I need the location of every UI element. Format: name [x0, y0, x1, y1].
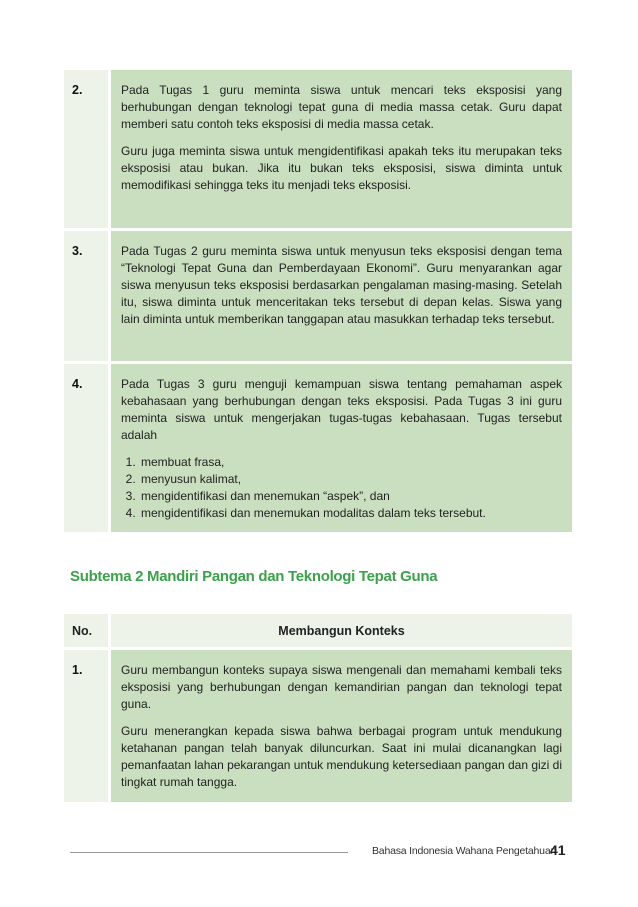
list-item: 4. mengidentifikasi dan menemukan modalitas dalam teks tersebut.: [139, 505, 562, 522]
table-row: [64, 228, 572, 361]
row-number: 3.: [64, 231, 108, 361]
list-item: 1. membuat frasa,: [139, 454, 562, 471]
table-row: [64, 70, 572, 228]
paragraph: Guru juga meminta siswa untuk mengidentifikasi apakah teks itu merupakan teks eksposisi atau bukan. Jika itu bukan teks eksposisi, siswa diminta untuk memodifikasi sehingga teks itu menjadi teks eksposisi.: [121, 144, 562, 192]
table-header: [64, 614, 572, 647]
task-table: [64, 70, 572, 532]
row-content: [111, 650, 572, 802]
list-item: 2. menyusun kalimat,: [139, 471, 562, 488]
row-number: 1.: [64, 650, 108, 802]
subtheme-title: Subtema 2 Mandiri Pangan dan Teknologi Tepat Guna: [70, 568, 438, 585]
footer-book-title: Bahasa Indonesia Wahana Pengetahuan: [372, 845, 557, 857]
paragraph: Pada Tugas 1 guru meminta siswa untuk mencari teks eksposisi yang berhubungan dengan teknologi tepat guna di media massa cetak. Guru dapat memberi satu contoh teks eksposisi di media massa cetak.: [121, 83, 562, 131]
header-number: No.: [64, 614, 108, 647]
paragraph: Pada Tugas 3 guru menguji kemampuan siswa tentang pemahaman aspek kebahasaan yang berhubungan dengan teks eksposisi. Pada Tugas 3 ini guru meminta siswa untuk mengerjakan tugas-tugas kebahasaan. Tugas tersebut adalah: [121, 377, 562, 442]
context-table: [64, 614, 572, 802]
header-title: Membangun Konteks: [111, 614, 572, 647]
paragraph: Pada Tugas 2 guru meminta siswa untuk menyusun teks eksposisi dengan tema “Teknologi Tepat Guna dan Pemberdayaan Ekonomi”. Guru menyarankan agar siswa menyusun teks eksposisi berdasarkan pengalaman masing-masing. Setelah itu, siswa diminta untuk menceritakan teks tersebut di depan kelas. Siswa yang lain diminta untuk memberikan tanggapan atau masukkan terhadap teks tersebut.: [121, 244, 562, 326]
page-number: 41: [550, 842, 566, 858]
table-row: [64, 647, 572, 802]
table-row: [64, 361, 572, 532]
paragraph: Guru membangun konteks supaya siswa mengenali dan memahami kembali teks eksposisi yang berhubungan dengan kemandirian pangan dan teknologi tepat guna.: [121, 663, 562, 711]
row-content: [111, 231, 572, 361]
row-number: 4.: [64, 364, 108, 532]
list-item: 3. mengidentifikasi dan menemukan “aspek”, dan: [139, 488, 562, 505]
row-content: [111, 70, 572, 228]
row-number: 2.: [64, 70, 108, 228]
row-content: [111, 364, 572, 532]
paragraph: Guru menerangkan kepada siswa bahwa berbagai program untuk mendukung ketahanan pangan telah banyak diluncurkan. Saat ini mulai dicanangkan lagi pemanfaatan lahan pekarangan untuk mendukung ketersediaan pangan dan gizi di tingkat rumah tangga.: [121, 724, 562, 789]
task-list: [121, 454, 562, 522]
footer-divider: [70, 852, 348, 853]
